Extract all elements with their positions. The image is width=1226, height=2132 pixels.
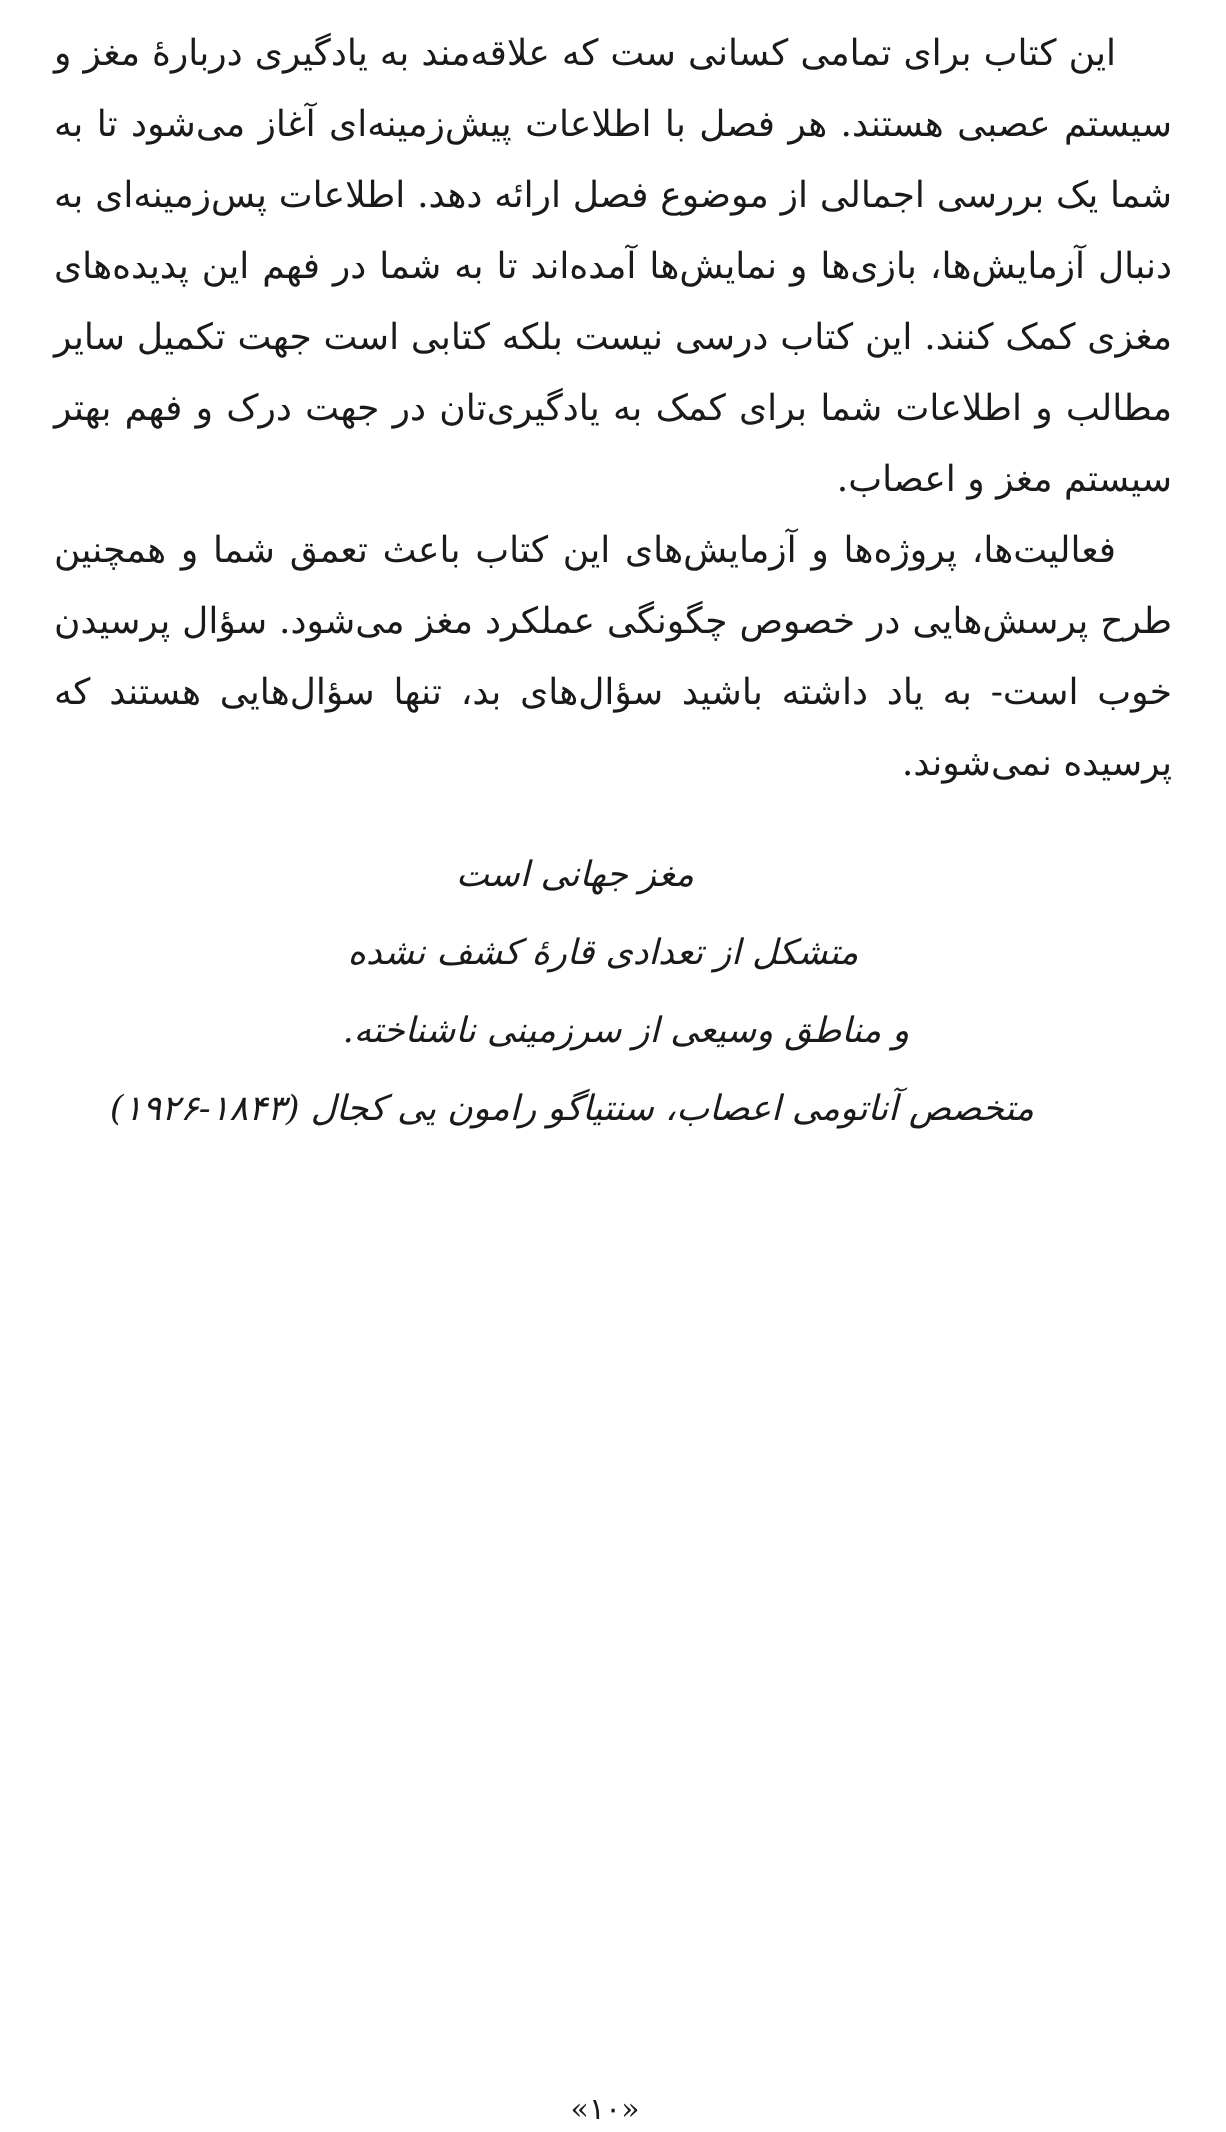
paragraph-intro-text: این کتاب برای تمامی کسانی ست که علاقه‌مند به یادگیری دربارهٔ مغز و سیستم عصبی هستند. هر فصل با اطلاعات پیش‌زمینه‌ای آغاز می‌شود تا به شما یک بررسی اجمالی از موضوع فصل ارائه دهد. اطلاعات پس‌زمینه‌ای به دنبال آزمایش‌ها، بازی‌ها و نمایش‌ها آمده‌اند تا به شما در فهم این پدیده‌های مغزی کمک کنند. این کتاب درسی نیست بلکه کتابی است جهت تکمیل سایر مطالب و اطلاعات شما برای کمک به یادگیری‌تان در جهت درک و فهم بهتر سیستم مغز و اعصاب. <box>54 33 1172 500</box>
quote-attribution: متخصص آناتومی اعصاب، سنتیاگو رامون یی کجال (۱۸۴۳-۱۹۲۶) <box>109 1089 1035 1129</box>
paragraph-activities-text: فعالیت‌ها، پروژه‌ها و آزمایش‌های این کتاب باعث تعمق شما و همچنین طرح پرسش‌هایی در خصوص چگونگی عملکرد مغز می‌شود. سؤال پرسیدن خوب است- به یاد داشته باشید سؤال‌های بد، تنها سؤال‌هایی هستند که پرسیده نمی‌شوند. <box>54 530 1172 784</box>
page-number <box>0 2092 1226 2127</box>
quote-line: و مناطق وسیعی از سرزمینی ناشناخته. <box>342 1011 910 1051</box>
quote-line: متشکل از تعدادی قارهٔ کشف نشده <box>347 933 859 973</box>
page-number-text: «۱۰» <box>570 2092 640 2127</box>
quote-line: مغز جهانی است <box>456 855 694 895</box>
epigraph-quote <box>0 836 1226 1148</box>
body-text <box>54 18 1172 799</box>
paragraph-intro <box>54 18 1172 515</box>
paragraph-activities <box>54 515 1172 799</box>
